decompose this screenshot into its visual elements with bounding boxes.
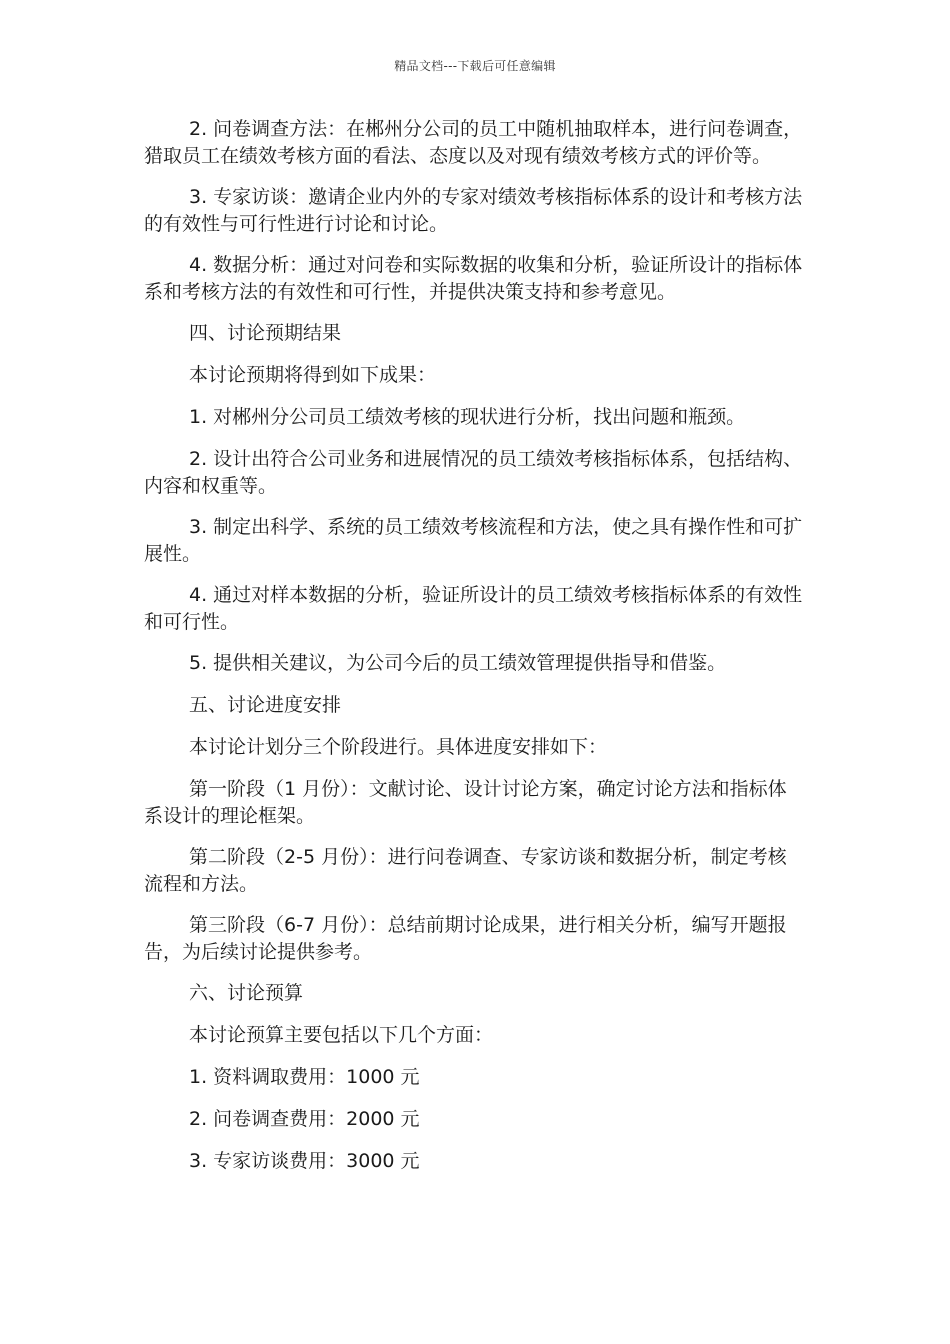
- paragraph-schedule-intro: 本讨论计划分三个阶段进行。具体进度安排如下：: [189, 736, 608, 758]
- page-header: 精品文档---下载后可任意编辑: [394, 59, 556, 73]
- document-body: [144, 116, 804, 1190]
- paragraph-method-questionnaire: 2. 问卷调查方法：在郴州分公司的员工中随机抽取样本，进行问卷调查，猎取员工在绩效考核方面的看法、态度以及对现有绩效考核方式的评价等。: [144, 118, 803, 167]
- section-heading-expected-results: 四、讨论预期结果: [189, 322, 342, 344]
- budget-item-3: 3. 专家访谈费用：3000 元: [189, 1150, 420, 1172]
- schedule-phase-3: 第三阶段（6-7 月份）：总结前期讨论成果，进行相关分析，编写开题报告，为后续讨论提供参考。: [144, 914, 787, 963]
- paragraph-budget-intro: 本讨论预算主要包括以下几个方面：: [189, 1024, 494, 1046]
- list-item-result-5: 5. 提供相关建议，为公司今后的员工绩效管理提供指导和借鉴。: [189, 652, 727, 674]
- paragraph-results-intro: 本讨论预期将得到如下成果：: [189, 364, 437, 386]
- section-heading-budget: 六、讨论预算: [189, 982, 304, 1004]
- schedule-phase-1: 第一阶段（1 月份）：文献讨论、设计讨论方案，确定讨论方法和指标体系设计的理论框架。: [144, 778, 787, 827]
- paragraph-method-data-analysis: 4. 数据分析：通过对问卷和实际数据的收集和分析，验证所设计的指标体系和考核方法的有效性和可行性，并提供决策支持和参考意见。: [144, 254, 803, 303]
- list-item-result-4: 4. 通过对样本数据的分析，验证所设计的员工绩效考核指标体系的有效性和可行性。: [144, 584, 803, 633]
- list-item-result-2: 2. 设计出符合公司业务和进展情况的员工绩效考核指标体系，包括结构、内容和权重等。: [144, 448, 803, 497]
- budget-item-1: 1. 资料调取费用：1000 元: [189, 1066, 420, 1088]
- budget-item-2: 2. 问卷调查费用：2000 元: [189, 1108, 420, 1130]
- paragraph-method-expert-interview: 3. 专家访谈：邀请企业内外的专家对绩效考核指标体系的设计和考核方法的有效性与可行性进行讨论和讨论。: [144, 186, 803, 235]
- schedule-phase-2: 第二阶段（2-5 月份）：进行问卷调查、专家访谈和数据分析，制定考核流程和方法。: [144, 846, 787, 895]
- list-item-result-1: 1. 对郴州分公司员工绩效考核的现状进行分析，找出问题和瓶颈。: [189, 406, 746, 428]
- section-heading-schedule: 五、讨论进度安排: [189, 694, 342, 716]
- list-item-result-3: 3. 制定出科学、系统的员工绩效考核流程和方法，使之具有操作性和可扩展性。: [144, 516, 803, 565]
